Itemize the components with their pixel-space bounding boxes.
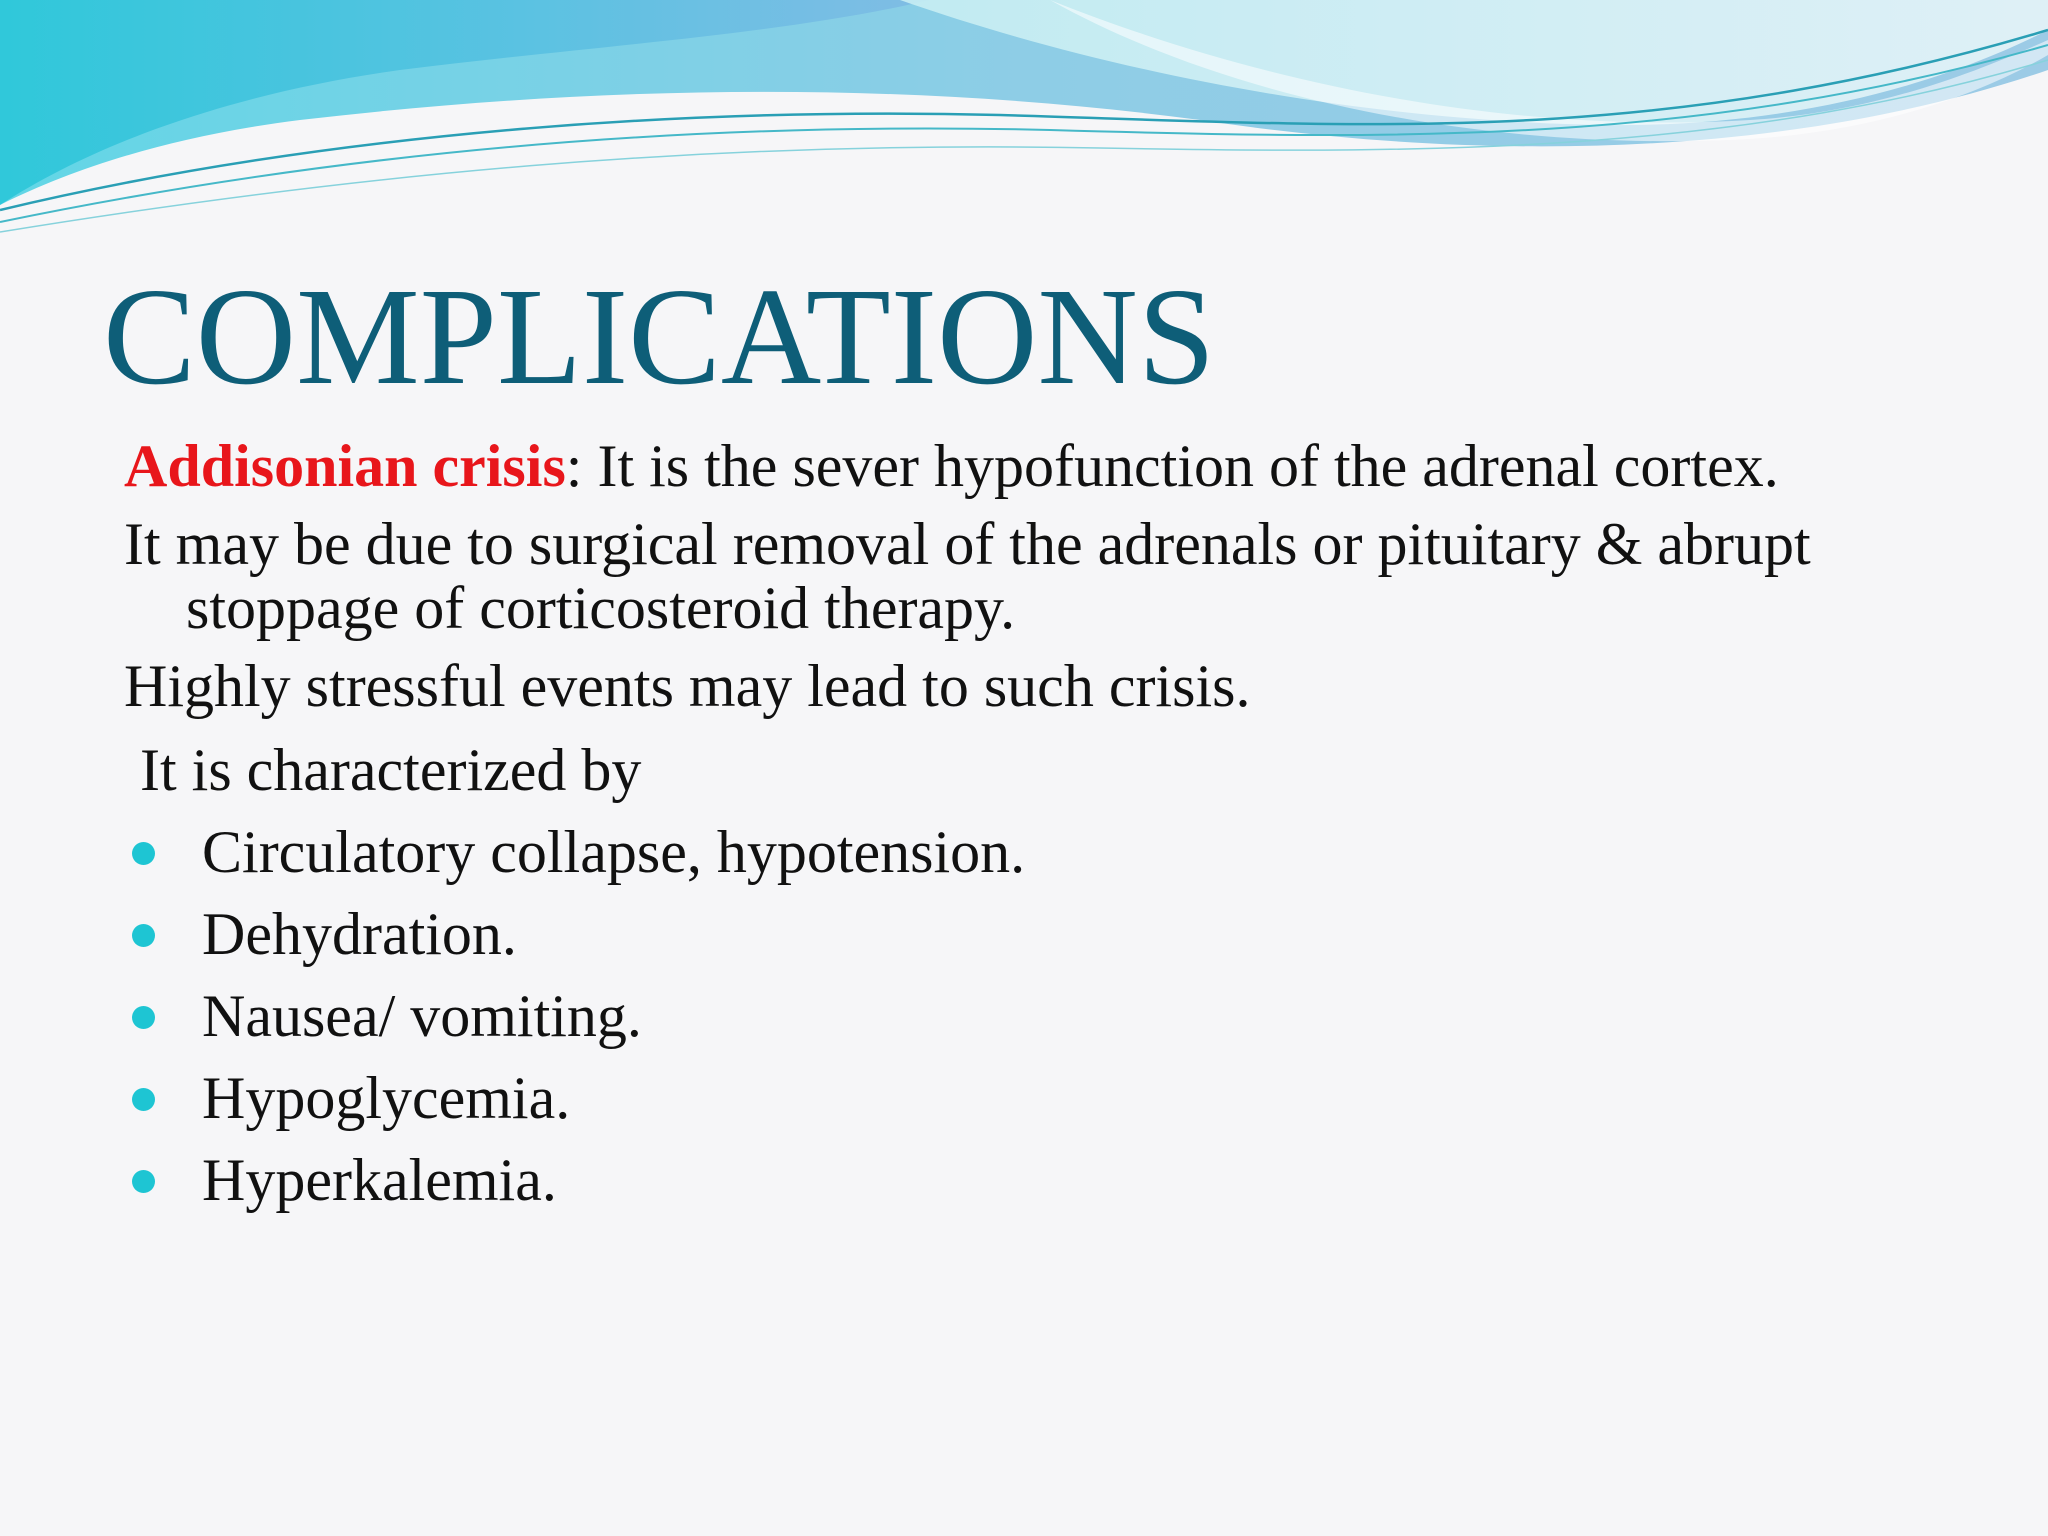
- symptom-text: Dehydration.: [202, 901, 517, 967]
- bullet-dot-icon: [132, 1006, 155, 1029]
- bullet-dot-icon: [132, 1088, 155, 1111]
- cause-paragraph: It may be due to surgical removal of the adrenals or pituitary & abrupt stoppage of corticosteroid therapy.: [124, 511, 1811, 641]
- symptom-text: Hypoglycemia.: [202, 1065, 571, 1131]
- symptom-text: Circulatory collapse, hypotension.: [202, 819, 1026, 885]
- bullet-dot-icon: [132, 1170, 155, 1193]
- symptom-text: Hyperkalemia.: [202, 1147, 557, 1213]
- definition-text: : It is the sever hypofunction of the adrenal cortex.: [565, 433, 1779, 499]
- symptom-text: Nausea/ vomiting.: [202, 983, 642, 1049]
- slide-body: [124, 434, 2004, 1230]
- slide-title: COMPLICATIONS: [103, 260, 1216, 414]
- symptom-item: [124, 820, 2004, 884]
- symptom-item: [124, 984, 2004, 1048]
- stress-paragraph: Highly stressful events may lead to such crisis.: [124, 653, 1251, 719]
- definition-term: Addisonian crisis: [124, 433, 566, 499]
- bullet-dot-icon: [132, 924, 155, 947]
- symptom-item: [124, 902, 2004, 966]
- header-wave-decoration: [0, 0, 2048, 240]
- symptom-list: [124, 820, 2004, 1212]
- characteristics-intro: It is characterized by: [140, 737, 642, 803]
- symptom-item: [124, 1066, 2004, 1130]
- bullet-dot-icon: [132, 842, 155, 865]
- definition-paragraph: [124, 434, 2004, 498]
- symptom-item: [124, 1148, 2004, 1212]
